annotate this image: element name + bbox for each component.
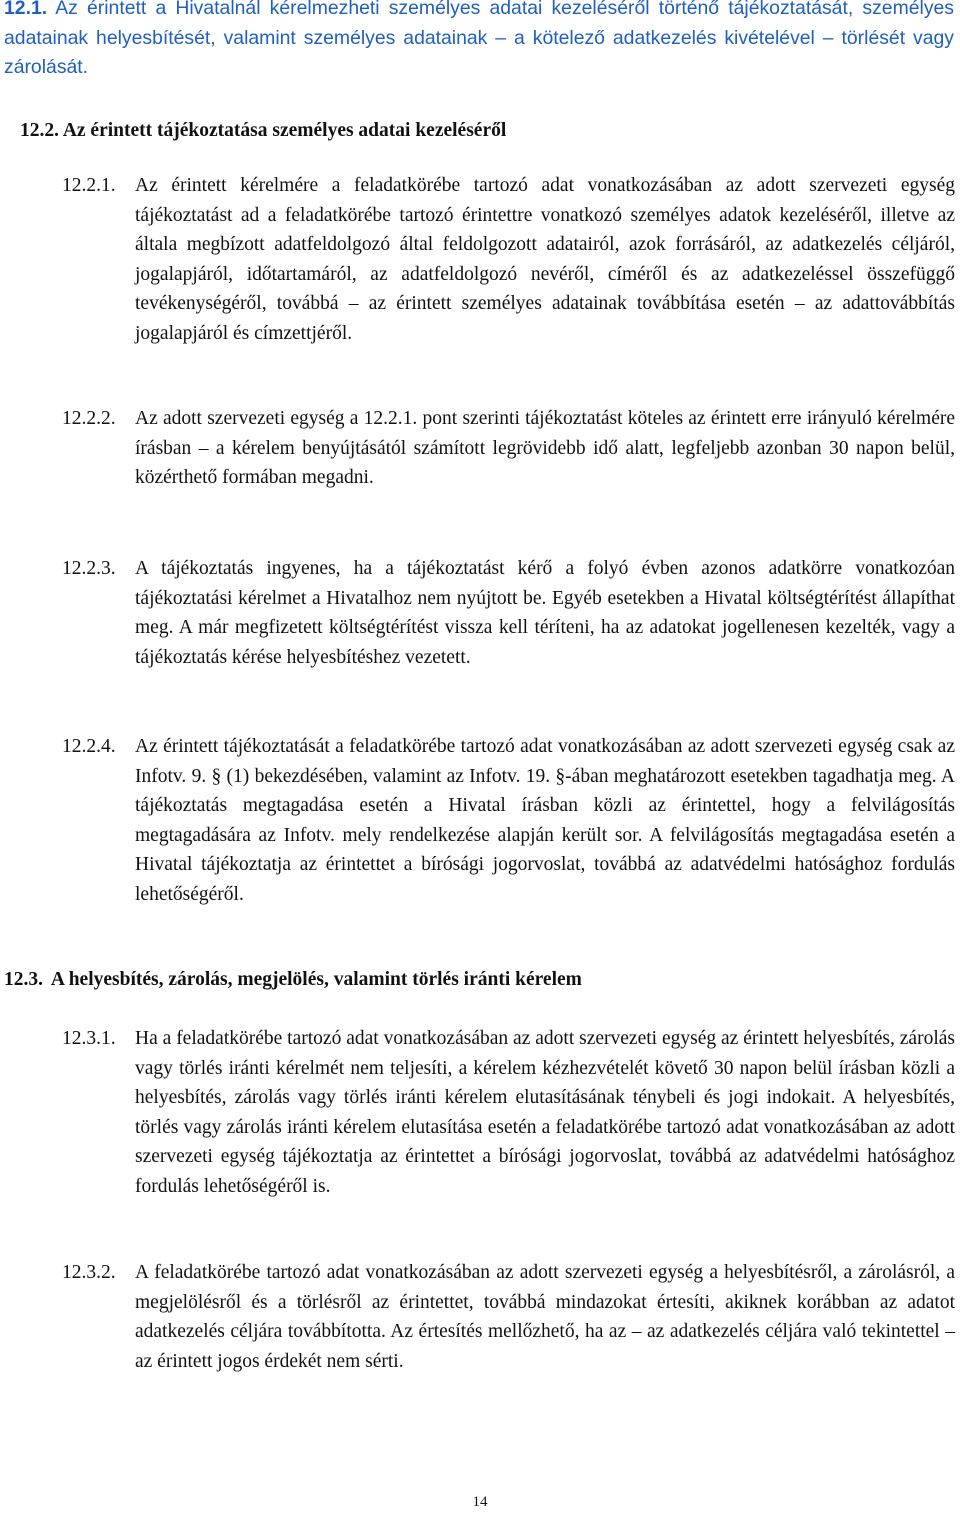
paragraph-12-2-1: [62, 171, 955, 381]
section-12-1-number: 12.1.: [4, 0, 48, 19]
paragraph-12-2-4: [62, 732, 955, 942]
paragraph-12-2-2-number: 12.2.2.: [62, 408, 116, 429]
paragraph-12-2-3-text: A tájékoztatás ingyenes, ha a tájékoztatást kérő a folyó évben azonos adatkörre vonatkozóan tájékoztatási kérelmet a Hivatalhoz nem nyújtott be. Egyéb esetekben a Hivatal költségtérítést állapíthat meg. A már megfizetett költségtérítést vissza kell téríteni, ha az adatokat jogellenesen kezelték, vagy a tájékoztatás kérése helyesbítéshez vezetett.: [135, 558, 955, 668]
paragraph-12-3-1-number: 12.3.1.: [62, 1028, 116, 1049]
paragraph-12-3-1: [62, 1024, 955, 1234]
paragraph-12-3-2-number: 12.3.2.: [62, 1262, 116, 1283]
paragraph-12-2-1-text: Az érintett kérelmére a feladatkörébe tartozó adat vonatkozásában az adott szervezeti egység tájékoztatást ad a feladatkörébe tartozó érintettre vonatkozó személyes adatok kezeléséről, illetve az általa megbízott adatfeldolgozó által feldolgozott adatairól, azok forrásáról, az adatkezelés céljáról, jogalapjáról, időtartamáról, az adatfeldolgozó nevéről, címéről és az adatkezeléssel összefüggő tevékenységéről, továbbá – az érintett személyes adatainak továbbítása esetén – az adattovábbítás jogalapjáról és címzettjéről.: [135, 175, 955, 344]
section-12-3-number: 12.3.: [4, 969, 43, 990]
section-12-2-number: 12.2.: [20, 120, 59, 141]
paragraph-12-2-1-number: 12.2.1.: [62, 175, 116, 196]
paragraph-12-3-2: [62, 1258, 955, 1408]
section-12-3-heading: [4, 966, 582, 994]
paragraph-12-2-2-text: Az adott szervezeti egység a 12.2.1. pont szerinti tájékoztatást köteles az érintett erre irányuló kérelmére írásban – a kérelem benyújtásától számított legrövidebb idő alatt, legfeljebb azonban 30 napon belül, közérthető formában megadni.: [135, 408, 955, 489]
section-12-3-title: A helyesbítés, zárolás, megjelölés, valamint törlés iránti kérelem: [50, 969, 582, 990]
paragraph-12-2-4-text: Az érintett tájékoztatását a feladatkörébe tartozó adat vonatkozásában az adott szervezeti egység csak az Infotv. 9. § (1) bekezdésében, valamint az Infotv. 19. §-ában meghatározott esetekben tagadhatja meg. A tájékoztatás megtagadása esetén a Hivatal írásban közli az érintettel, hogy a felvilágosítás megtagadására az Infotv. mely rendelkezése alapján került sor. A felvilágosítás megtagadása esetén a Hivatal tájékoztatja az érintettet a bírósági jogorvoslat, továbbá az adatvédelmi hatósághoz fordulás lehetőségéről.: [135, 736, 955, 905]
page-number: 14: [472, 1494, 488, 1510]
paragraph-12-2-3: [62, 554, 955, 704]
paragraph-12-2-3-number: 12.2.3.: [62, 558, 116, 579]
paragraph-12-2-2: [62, 404, 955, 524]
paragraph-12-2-4-number: 12.2.4.: [62, 736, 116, 757]
section-12-1-text: Az érintett a Hivatalnál kérelmezheti személyes adatai kezeléséről történő tájékoztatását, személyes adatainak helyesbítését, valamint személyes adatainak – a kötelező adatkezelés kivételével – törlését vagy zárolását.: [4, 0, 954, 79]
section-12-2-title: Az érintett tájékoztatása személyes adatai kezeléséről: [62, 120, 507, 141]
paragraph-12-3-2-text: A feladatkörébe tartozó adat vonatkozásában az adott szervezeti egység a helyesbítésről, a zárolásról, a megjelölésről és a törlésről az érintettet, továbbá mindazokat értesíti, akiknek korábban az adatot adatkezelés céljára továbbította. Az értesítés mellőzhető, ha az – az adatkezelés céljára való tekintettel – az érintett jogos érdekét nem sérti.: [135, 1262, 955, 1372]
paragraph-12-3-1-text: Ha a feladatkörébe tartozó adat vonatkozásában az adott szervezeti egység az érintett helyesbítés, zárolás vagy törlés iránti kérelmét nem teljesíti, a kérelem kézhezvételét követő 30 napon belül írásban közli a helyesbítés, zárolás vagy törlés iránti kérelem elutasításának ténybeli és jogi indokait. A helyesbítés, törlés vagy zárolás iránti kérelem elutasítása esetén a feladatkörébe tartozó adat vonatkozásában az adott szervezeti egység tájékoztatja az érintettet a bírósági jogorvoslat, továbbá az adatvédelmi hatósághoz fordulás lehetőségéről is.: [135, 1028, 955, 1197]
section-12-2-heading: [20, 117, 506, 145]
section-12-1: [4, 0, 954, 83]
